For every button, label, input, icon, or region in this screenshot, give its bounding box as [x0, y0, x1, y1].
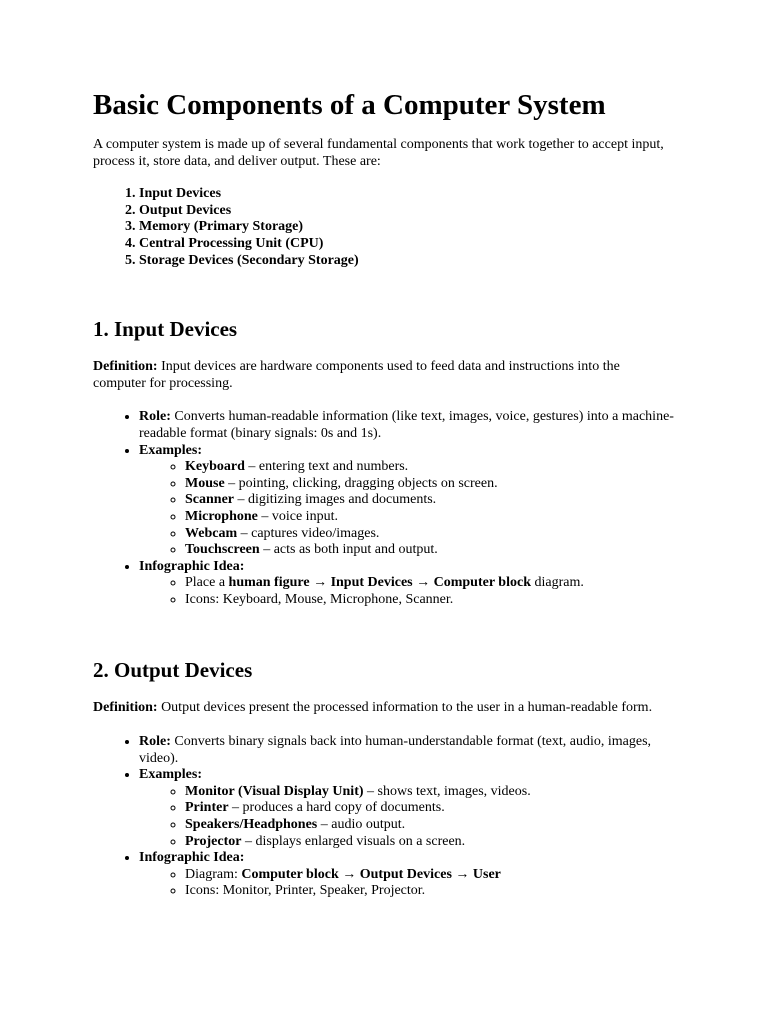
example-desc: – produces a hard copy of documents. — [228, 800, 445, 816]
example-item — [185, 784, 675, 801]
component-item: 2. Output Devices — [139, 203, 675, 220]
role-item — [139, 409, 675, 442]
page-title: Basic Components of a Computer System — [93, 89, 606, 121]
example-desc: – pointing, clicking, dragging objects on screen. — [224, 475, 498, 491]
example-desc: – captures video/images. — [237, 525, 380, 541]
example-term: Scanner — [185, 492, 234, 508]
infographic-point: ◦ Icons: Monitor, Printer, Speaker, Projector. — [185, 883, 675, 900]
definition-label: Definition: — [93, 359, 158, 375]
examples-list — [139, 784, 675, 850]
example-item — [185, 526, 675, 543]
component-item: 3. Memory (Primary Storage) — [139, 219, 675, 236]
role-label: Role: — [139, 409, 171, 425]
infographic-text: Place a — [185, 575, 229, 591]
definition-text: Input devices are hardware components used to feed data and instructions into the computer for processing. — [93, 359, 620, 391]
infographic-point — [185, 867, 675, 884]
component-item: 1. Input Devices — [139, 186, 675, 203]
example-item — [185, 476, 675, 493]
infographic-bold: human figure → Input Devices → Computer block — [228, 575, 531, 591]
examples-label: Examples: — [139, 442, 202, 458]
intro-paragraph: A computer system is made up of several fundamental components that work together to accept input, process it, store data, and deliver output. These are: — [93, 137, 664, 169]
input-details-list — [93, 409, 675, 608]
example-term: Monitor (Visual Display Unit) — [185, 783, 364, 799]
infographic-label: Infographic Idea: — [139, 558, 245, 574]
definition-paragraph — [93, 700, 675, 717]
definition-paragraph — [93, 359, 675, 392]
example-term: Touchscreen — [185, 542, 260, 558]
example-item — [185, 459, 675, 476]
component-item: 4. Central Processing Unit (CPU) — [139, 236, 675, 253]
infographic-list — [139, 575, 675, 608]
infographic-text: Diagram: — [185, 866, 242, 882]
infographic-text: diagram. — [530, 575, 584, 591]
example-term: Mouse — [185, 475, 225, 491]
example-term: Microphone — [185, 508, 258, 524]
example-desc: – voice input. — [257, 508, 338, 524]
definition-text: Output devices present the processed information to the user in a human-readable form. — [157, 700, 653, 716]
example-desc: – displays enlarged visuals on a screen. — [241, 833, 466, 849]
infographic-point: ◦ Icons: Keyboard, Mouse, Microphone, Scanner. — [185, 592, 675, 609]
example-term: Webcam — [185, 525, 238, 541]
infographic-point — [185, 575, 675, 592]
section-heading-output-devices: 2. Output Devices — [93, 658, 253, 683]
infographic-item — [139, 559, 675, 609]
example-term: Keyboard — [185, 459, 245, 475]
example-desc: – shows text, images, videos. — [363, 783, 531, 799]
definition-label: Definition: — [93, 700, 158, 716]
components-list — [93, 186, 675, 269]
example-term: Printer — [185, 800, 229, 816]
example-desc: – entering text and numbers. — [244, 459, 409, 475]
role-text: Converts binary signals back into human-understandable format (text, audio, images, video). — [139, 734, 652, 766]
example-term: Speakers/Headphones — [185, 817, 318, 833]
example-desc: – acts as both input and output. — [259, 542, 438, 558]
infographic-label: Infographic Idea: — [139, 850, 245, 866]
component-item: 5. Storage Devices (Secondary Storage) — [139, 253, 675, 270]
examples-item — [139, 767, 675, 850]
infographic-bold: Computer block → Output Devices → User — [241, 866, 501, 882]
example-item — [185, 817, 675, 834]
example-desc: – audio output. — [317, 817, 406, 833]
examples-label: Examples: — [139, 767, 202, 783]
example-term: Projector — [185, 833, 242, 849]
example-item — [185, 834, 675, 851]
example-item — [185, 542, 675, 559]
example-item — [185, 509, 675, 526]
example-item — [185, 492, 675, 509]
role-label: Role: — [139, 734, 171, 750]
section-heading-input-devices: 1. Input Devices — [93, 317, 238, 342]
examples-item — [139, 443, 675, 559]
infographic-item — [139, 850, 675, 900]
role-item — [139, 734, 675, 767]
examples-list — [139, 459, 675, 559]
role-text: Converts human-readable information (like text, images, voice, gestures) into a machine-readable format (binary signals: 0s and 1s). — [139, 409, 674, 441]
example-desc: – digitizing images and documents. — [234, 492, 437, 508]
infographic-list — [139, 867, 675, 900]
output-details-list — [93, 734, 675, 900]
example-item — [185, 800, 675, 817]
